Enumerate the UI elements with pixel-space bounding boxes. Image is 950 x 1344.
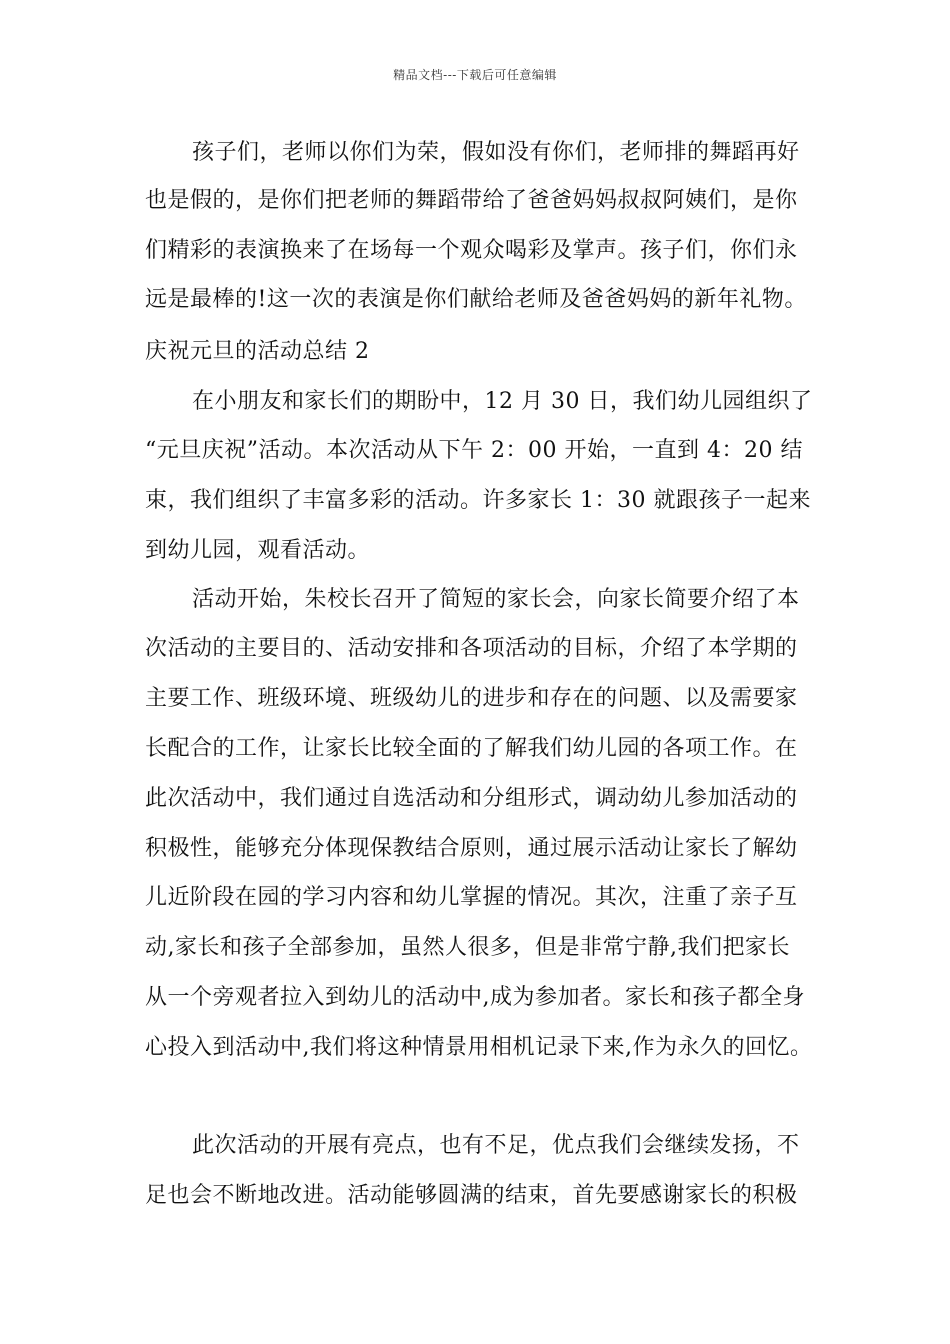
body-line: 活动开始，朱校长召开了简短的家长会，向家长简要介绍了本 [192,587,800,612]
body-line: 此次活动的开展有亮点，也有不足，优点我们会继续发扬，不 [192,1133,800,1158]
body-line: 长配合的工作，让家长比较全面的了解我们幼儿园的各项工作。在 [145,736,798,761]
body-line: 儿近阶段在园的学习内容和幼儿掌握的情况。其次，注重了亲子互 [145,885,798,910]
body-line: 此次活动中，我们通过自选活动和分组形式，调动幼儿参加活动的 [145,786,798,811]
body-line: 积极性，能够充分体现保教结合原则，通过展示活动让家长了解幼 [145,836,798,861]
body-line: “元旦庆祝”活动。本次活动从下午 2：00 开始，一直到 4：20 结 [145,438,803,463]
body-line: 到幼儿园，观看活动。 [145,538,371,563]
body-line: 孩子们，老师以你们为荣，假如没有你们，老师排的舞蹈再好 [192,140,800,165]
body-line: 动,家长和孩子全部参加，虽然人很多，但是非常宁静,我们把家长 [145,935,790,960]
body-line: 从一个旁观者拉入到幼儿的活动中,成为参加者。家长和孩子都全身 [145,985,805,1010]
page-header: 精品文档---下载后可任意编辑 [393,68,557,82]
body-line: 束，我们组织了丰富多彩的活动。许多家长 1：30 就跟孩子一起来 [145,488,811,513]
section-heading: 庆祝元旦的活动总结 2 [145,339,370,364]
body-line: 远是最棒的!这一次的表演是你们献给老师及爸爸妈妈的新年礼物。 [145,287,807,312]
body-line: 次活动的主要目的、活动安排和各项活动的目标，介绍了本学期的 [145,636,798,661]
body-line: 足也会不断地改进。活动能够圆满的结束，首先要感谢家长的积极 [145,1183,798,1208]
body-line: 心投入到活动中,我们将这种情景用相机记录下来,作为永久的回忆。 [145,1035,813,1060]
body-line: 也是假的，是你们把老师的舞蹈带给了爸爸妈妈叔叔阿姨们，是你 [145,188,798,213]
body-line: 在小朋友和家长们的期盼中，12 月 30 日，我们幼儿园组织了 [192,389,813,414]
body-line: 们精彩的表演换来了在场每一个观众喝彩及掌声。孩子们，你们永 [145,238,798,263]
body-line: 主要工作、班级环境、班级幼儿的进步和存在的问题、以及需要家 [145,686,798,711]
